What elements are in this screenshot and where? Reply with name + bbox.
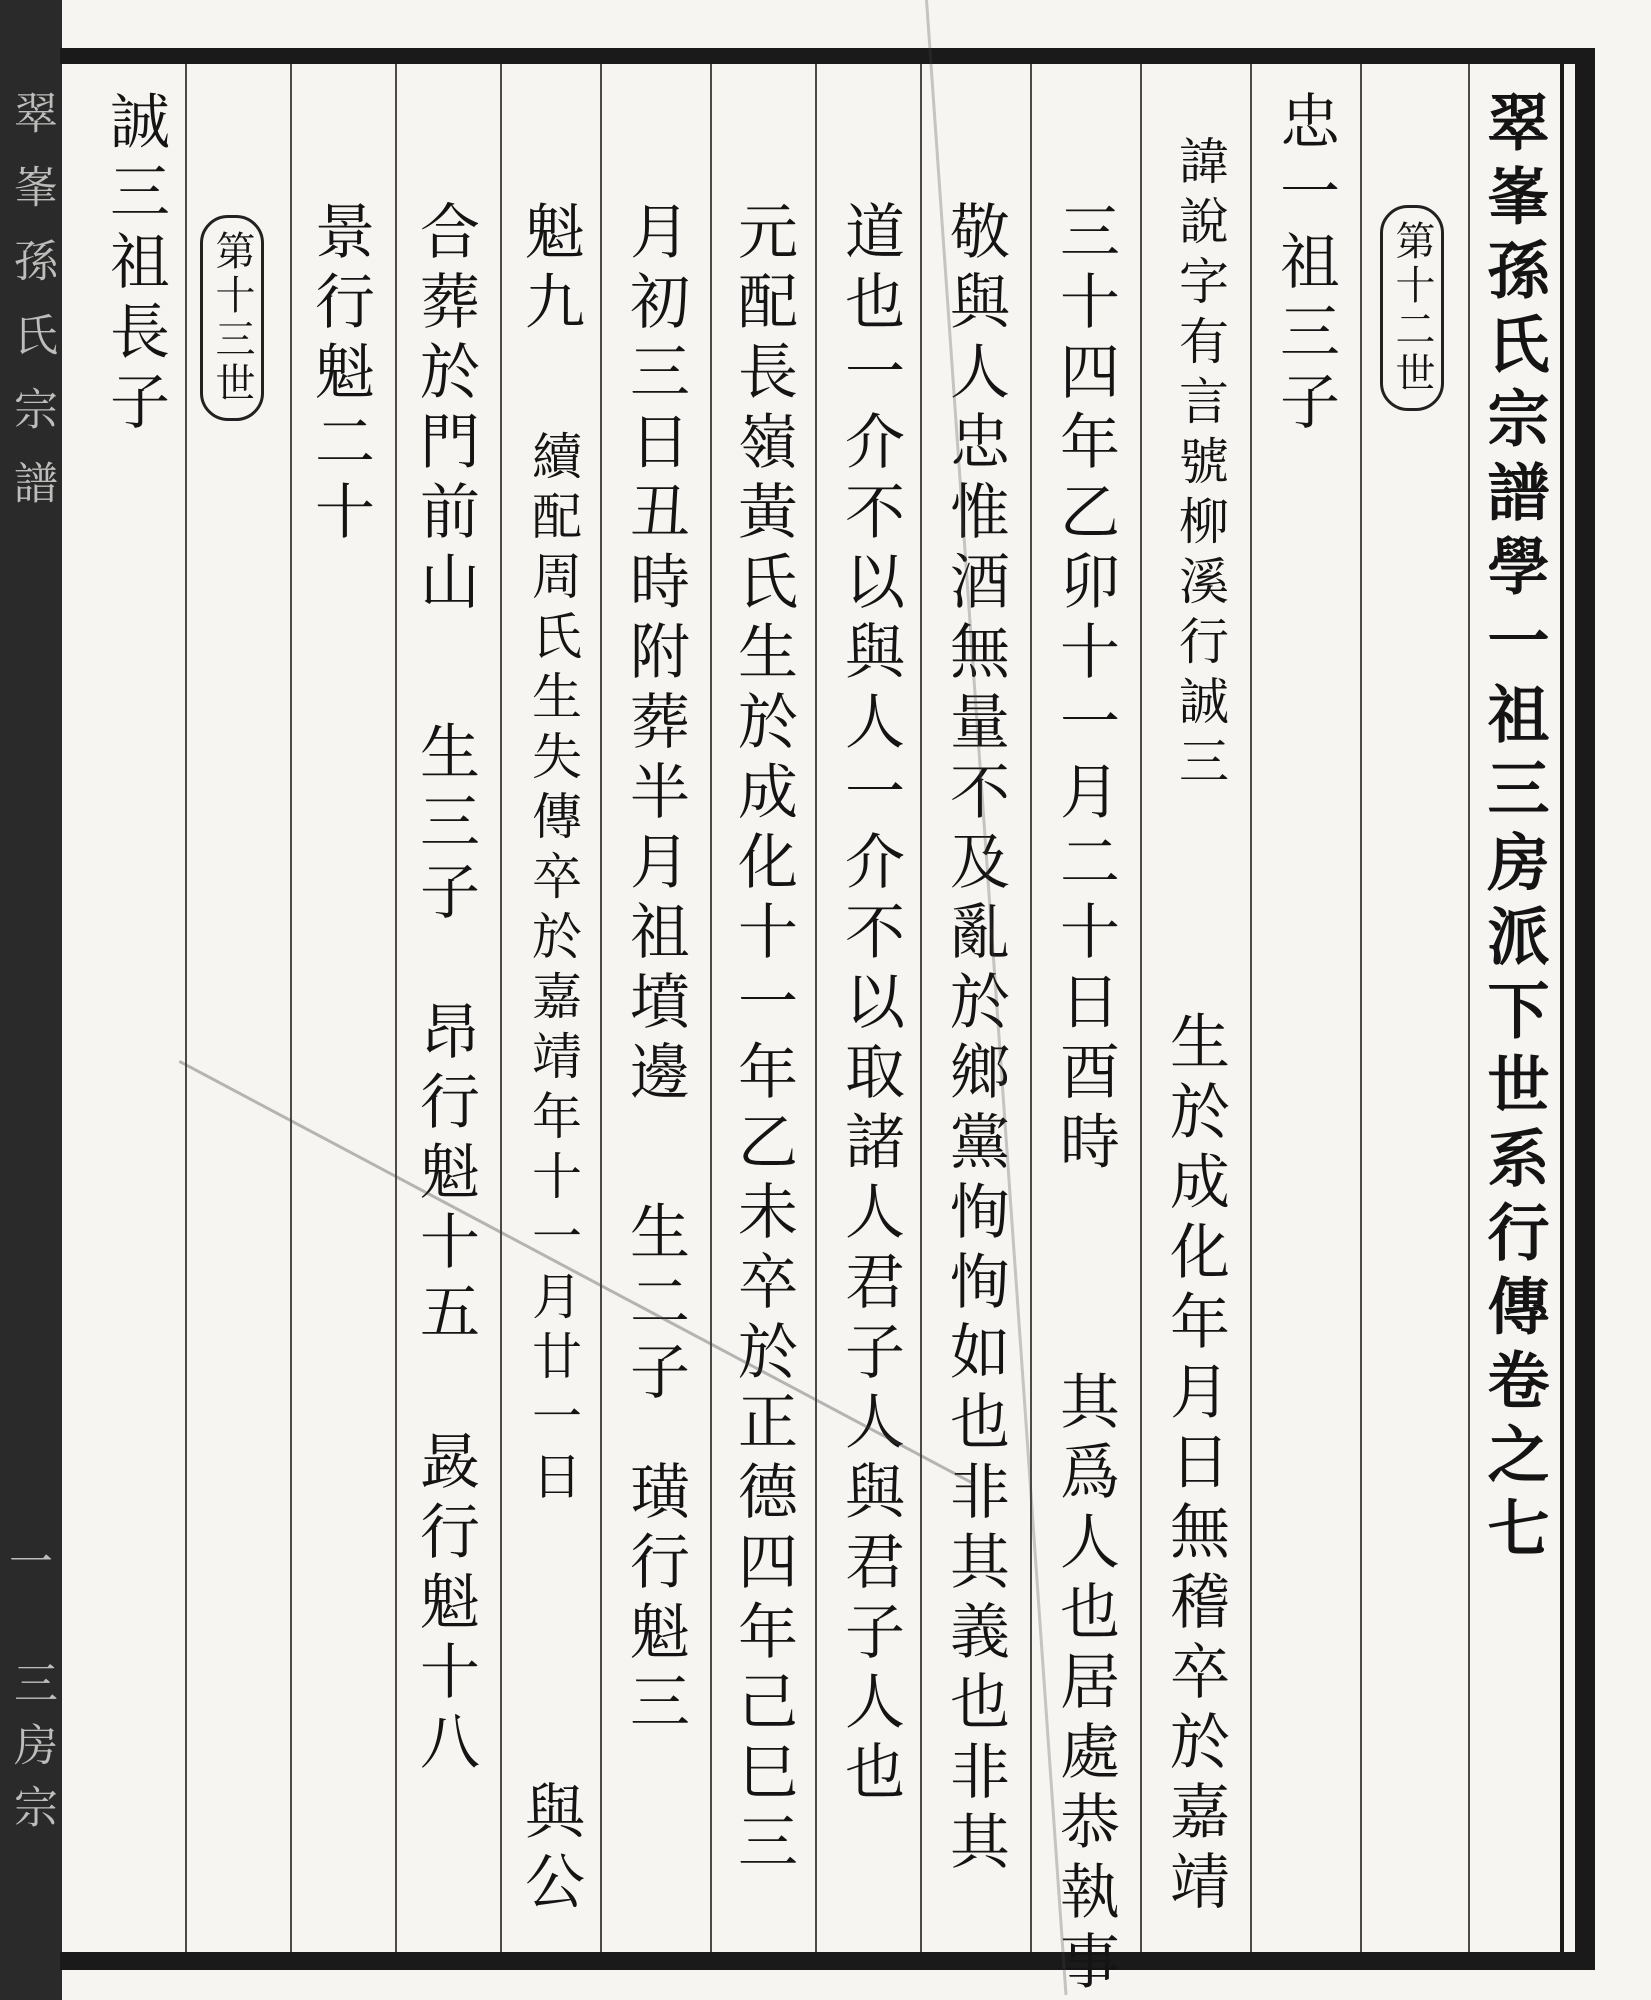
text-column-2b: 生於成化年月日無稽卒於嘉靖 bbox=[1160, 1010, 1230, 1920]
frame-right-border bbox=[1575, 48, 1595, 1970]
text-column-7a: 月初三日丑時附葬半月祖墳邊 bbox=[620, 200, 690, 1110]
column-rule bbox=[710, 64, 712, 1952]
text-column-9a: 合葬於門前山 bbox=[410, 200, 480, 620]
text-column-8a: 魁九 bbox=[515, 200, 585, 340]
text-column-11: 誠三祖長子 bbox=[100, 90, 170, 440]
column-rule bbox=[395, 64, 397, 1952]
column-rule bbox=[920, 64, 922, 1952]
text-column-9d: 晸行魁十八 bbox=[410, 1430, 480, 1780]
column-rule bbox=[1360, 64, 1362, 1952]
frame-bottom-border bbox=[60, 1952, 1595, 1970]
text-column-3b: 其爲人也居處恭執事 bbox=[1050, 1370, 1120, 2000]
spine-page-marker: 一 bbox=[9, 1537, 53, 1588]
column-rule bbox=[1030, 64, 1032, 1952]
column-rule bbox=[600, 64, 602, 1952]
text-column-4: 敬與人忠惟酒無量不及亂於鄉黨恂恂如也非其義也非其 bbox=[940, 200, 1010, 1880]
text-column-7b: 生二子 bbox=[620, 1200, 690, 1410]
frame-right-inner-line bbox=[1560, 64, 1564, 1952]
column-rule bbox=[815, 64, 817, 1952]
column-rule bbox=[1140, 64, 1142, 1952]
generation-label-12: 第十二世 bbox=[1380, 205, 1444, 411]
column-rule bbox=[290, 64, 292, 1952]
page-title: 翠峯孫氏宗譜學一祖三房派下世系行傳卷之七 bbox=[1477, 90, 1550, 1570]
spine-title: 翠峯孫氏宗譜 bbox=[6, 90, 57, 534]
adjacent-page-spine bbox=[0, 0, 62, 2000]
section-heading: 忠一祖三子 bbox=[1270, 90, 1340, 440]
text-column-9b: 生三子 bbox=[410, 720, 480, 930]
text-column-7c: 璜行魁三 bbox=[620, 1460, 690, 1740]
column-rule bbox=[185, 64, 187, 1952]
text-column-10: 景行魁二十 bbox=[305, 200, 375, 550]
text-column-9c: 昂行魁十五 bbox=[410, 1000, 480, 1350]
text-column-5: 道也一介不以與人一介不以取諸人君子人與君子人也 bbox=[835, 200, 905, 1810]
frame-top-border bbox=[60, 48, 1595, 64]
column-rule bbox=[1468, 64, 1470, 1952]
generation-label-13: 第十三世 bbox=[200, 215, 264, 421]
column-rule bbox=[1250, 64, 1252, 1952]
text-column-8c: 與公 bbox=[515, 1780, 585, 1920]
column-rule bbox=[500, 64, 502, 1952]
text-column-2a: 諱說字有言號柳溪行誠三 bbox=[1171, 135, 1229, 795]
text-column-8b: 續配周氏生失傳卒於嘉靖年十一月廿一日 bbox=[524, 430, 582, 1510]
text-column-6: 元配長嶺黃氏生於成化十一年乙未卒於正德四年己巳三 bbox=[728, 200, 798, 1880]
spine-hall: 三房宗 bbox=[6, 1660, 57, 1846]
text-column-3a: 三十四年乙卯十一月二十日酉時 bbox=[1050, 200, 1120, 1180]
